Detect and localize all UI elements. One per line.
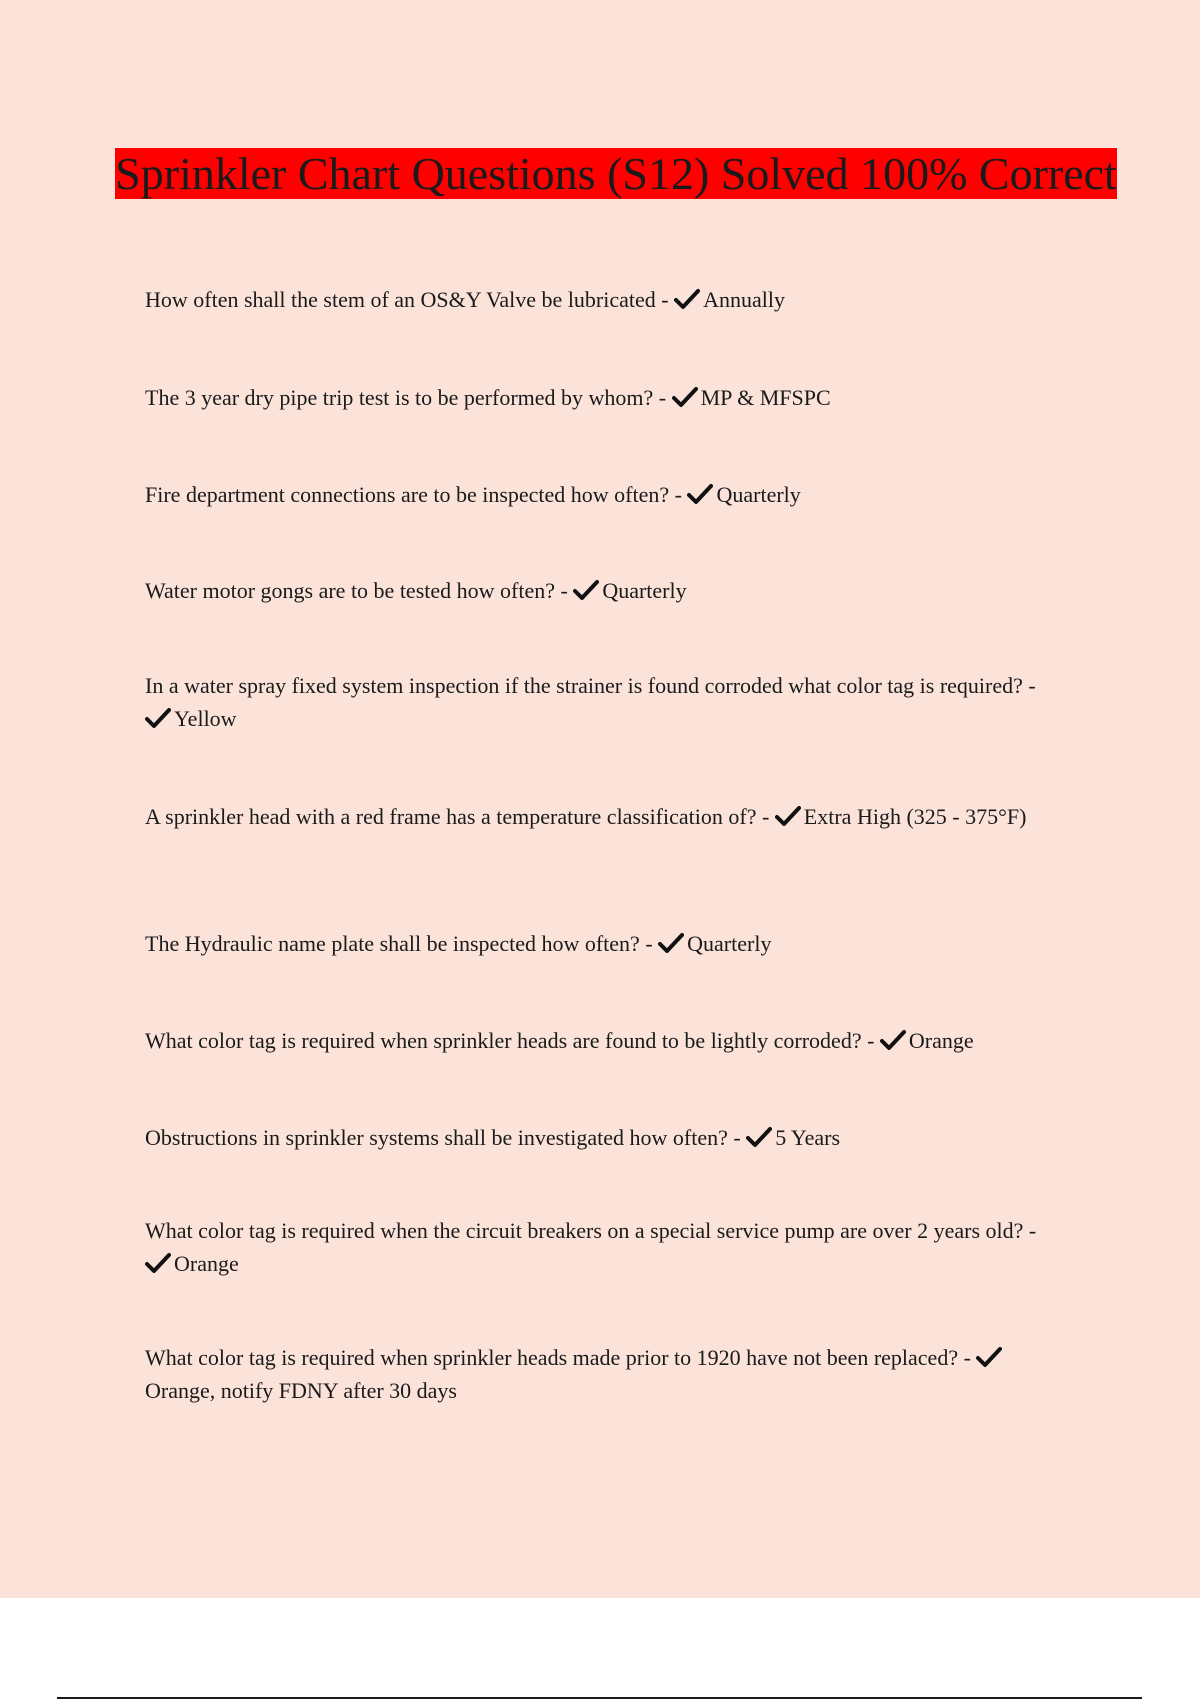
answer-text: Orange, notify FDNY after 30 days xyxy=(145,1378,457,1403)
qa-item xyxy=(145,1024,1065,1057)
checkmark-icon xyxy=(775,805,801,827)
answer-text: Yellow xyxy=(174,706,237,731)
qa-item xyxy=(145,574,1065,607)
answer-text: Quarterly xyxy=(687,931,772,956)
checkmark-icon xyxy=(976,1346,1002,1368)
question-text: What color tag is required when sprinkler heads made prior to 1920 have not been replaced? - xyxy=(145,1345,977,1370)
qa-item xyxy=(145,1121,1065,1154)
question-text: How often shall the stem of an OS&Y Valve be lubricated - xyxy=(145,287,675,312)
question-text: In a water spray fixed system inspection if the strainer is found corroded what color tag is required? - xyxy=(145,673,1036,698)
answer-text: MP & MFSPC xyxy=(700,385,831,410)
question-text: Obstructions in sprinkler systems shall be investigated how often? - xyxy=(145,1125,747,1150)
question-text: Fire department connections are to be inspected how often? - xyxy=(145,482,688,507)
answer-text: Quarterly xyxy=(716,482,801,507)
qa-item xyxy=(145,283,1065,316)
answer-text: Quarterly xyxy=(602,578,687,603)
qa-item xyxy=(145,1214,1065,1280)
question-text: Water motor gongs are to be tested how often? - xyxy=(145,578,574,603)
answer-text: 5 Years xyxy=(775,1125,841,1150)
checkmark-icon xyxy=(672,386,698,408)
qa-item xyxy=(145,669,1065,735)
title-block xyxy=(100,144,1132,204)
checkmark-icon xyxy=(573,579,599,601)
checkmark-icon xyxy=(145,707,171,729)
qa-item xyxy=(145,800,1065,833)
document-title: Sprinkler Chart Questions (S12) Solved 100% Correct xyxy=(115,148,1117,199)
checkmark-icon xyxy=(145,1252,171,1274)
question-text: What color tag is required when the circuit breakers on a special service pump are over 2 years old? - xyxy=(145,1218,1037,1243)
question-text: What color tag is required when sprinkler heads are found to be lightly corroded? - xyxy=(145,1028,880,1053)
checkmark-icon xyxy=(746,1126,772,1148)
answer-text: Annually xyxy=(703,287,785,312)
qa-item xyxy=(145,1341,1065,1407)
answer-text: Extra High (325 - 375°F) xyxy=(803,804,1027,829)
footer-divider xyxy=(57,1697,1142,1699)
answer-text: Orange xyxy=(908,1028,974,1053)
question-text: A sprinkler head with a red frame has a temperature classification of? - xyxy=(145,804,775,829)
qa-item xyxy=(145,927,1065,960)
checkmark-icon xyxy=(674,288,700,310)
checkmark-icon xyxy=(880,1029,906,1051)
checkmark-icon xyxy=(687,483,713,505)
answer-text: Orange xyxy=(174,1251,239,1276)
checkmark-icon xyxy=(658,932,684,954)
question-text: The 3 year dry pipe trip test is to be performed by whom? - xyxy=(145,385,672,410)
qa-item xyxy=(145,381,1065,414)
question-text: The Hydraulic name plate shall be inspected how often? - xyxy=(145,931,659,956)
qa-item xyxy=(145,478,1065,511)
